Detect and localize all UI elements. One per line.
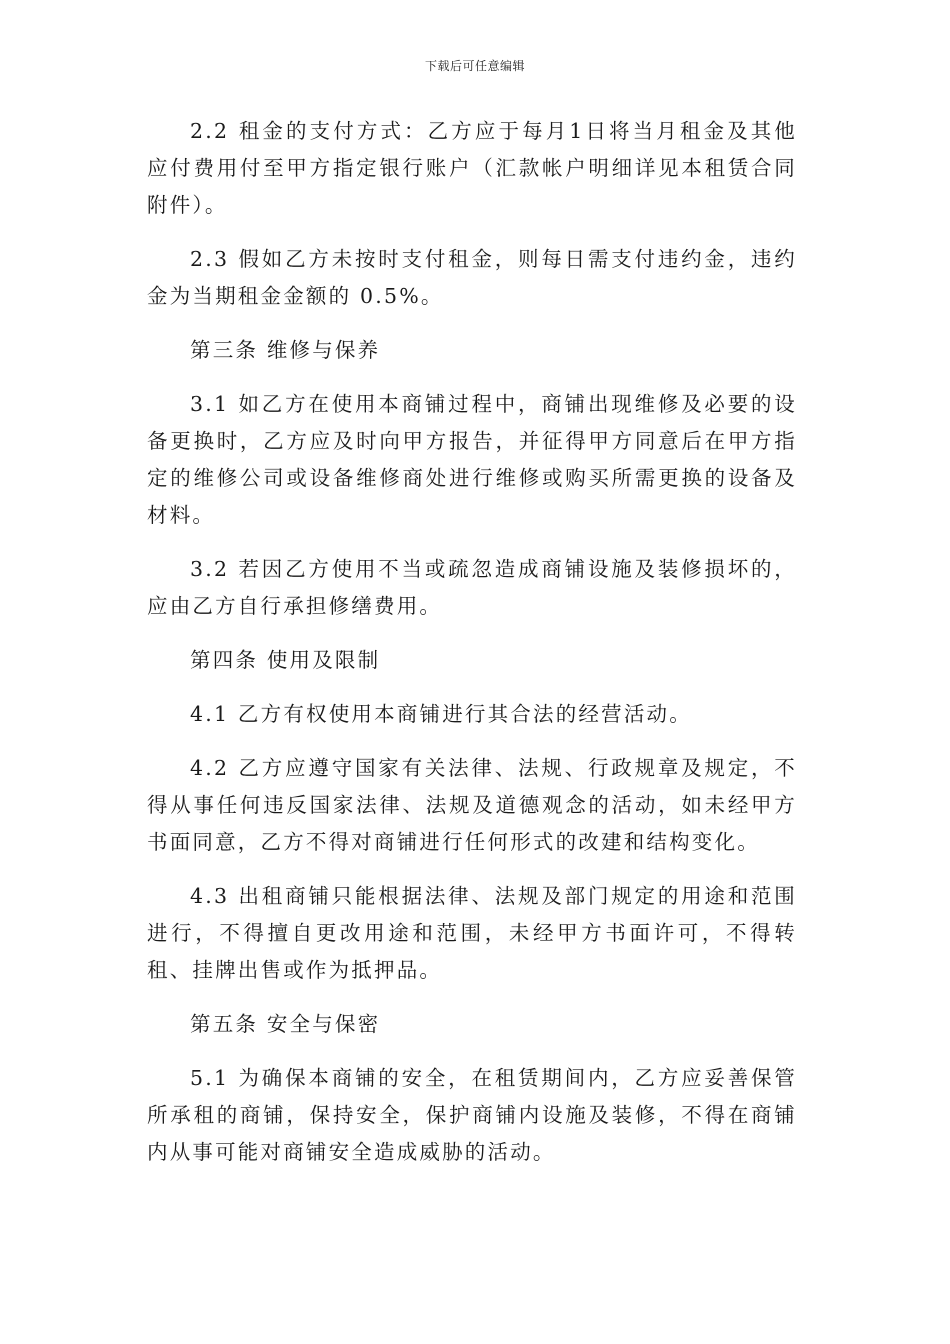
document-body — [147, 113, 797, 1188]
paragraph-2-3: 2.3 假如乙方未按时支付租金，则每日需支付违约金，违约金为当期租金金额的 0.5%。 — [147, 247, 797, 308]
paragraph-4-1: 4.1 乙方有权使用本商铺进行其合法的经营活动。 — [190, 702, 692, 726]
page-header-note: 下载后可任意编辑 — [424, 59, 525, 73]
paragraph-4-3: 4.3 出租商铺只能根据法律、法规及部门规定的用途和范围进行，不得擅自更改用途和范围，未经甲方书面许可，不得转租、挂牌出售或作为抵押品。 — [147, 884, 797, 982]
paragraph-4-2: 4.2 乙方应遵守国家有关法律、法规、行政规章及规定，不得从事任何违反国家法律、法规及道德观念的活动，如未经甲方书面同意，乙方不得对商铺进行任何形式的改建和结构变化。 — [147, 756, 797, 854]
paragraph-3-1: 3.1 如乙方在使用本商铺过程中，商铺出现维修及必要的设备更换时，乙方应及时向甲方报告，并征得甲方同意后在甲方指定的维修公司或设备维修商处进行维修或购买所需更换的设备及材料。 — [147, 392, 797, 527]
section-heading-5: 第五条 安全与保密 — [190, 1012, 381, 1036]
paragraph-3-2: 3.2 若因乙方使用不当或疏忽造成商铺设施及装修损坏的，应由乙方自行承担修缮费用。 — [147, 557, 797, 618]
paragraph-5-1: 5.1 为确保本商铺的安全，在租赁期间内，乙方应妥善保管所承租的商铺，保持安全，保护商铺内设施及装修，不得在商铺内从事可能对商铺安全造成威胁的活动。 — [147, 1066, 797, 1164]
section-heading-3: 第三条 维修与保养 — [190, 338, 381, 362]
section-heading-4: 第四条 使用及限制 — [190, 648, 381, 672]
paragraph-2-2: 2.2 租金的支付方式：乙方应于每月1日将当月租金及其他应付费用付至甲方指定银行账户（汇款帐户明细详见本租赁合同附件）。 — [147, 119, 797, 217]
